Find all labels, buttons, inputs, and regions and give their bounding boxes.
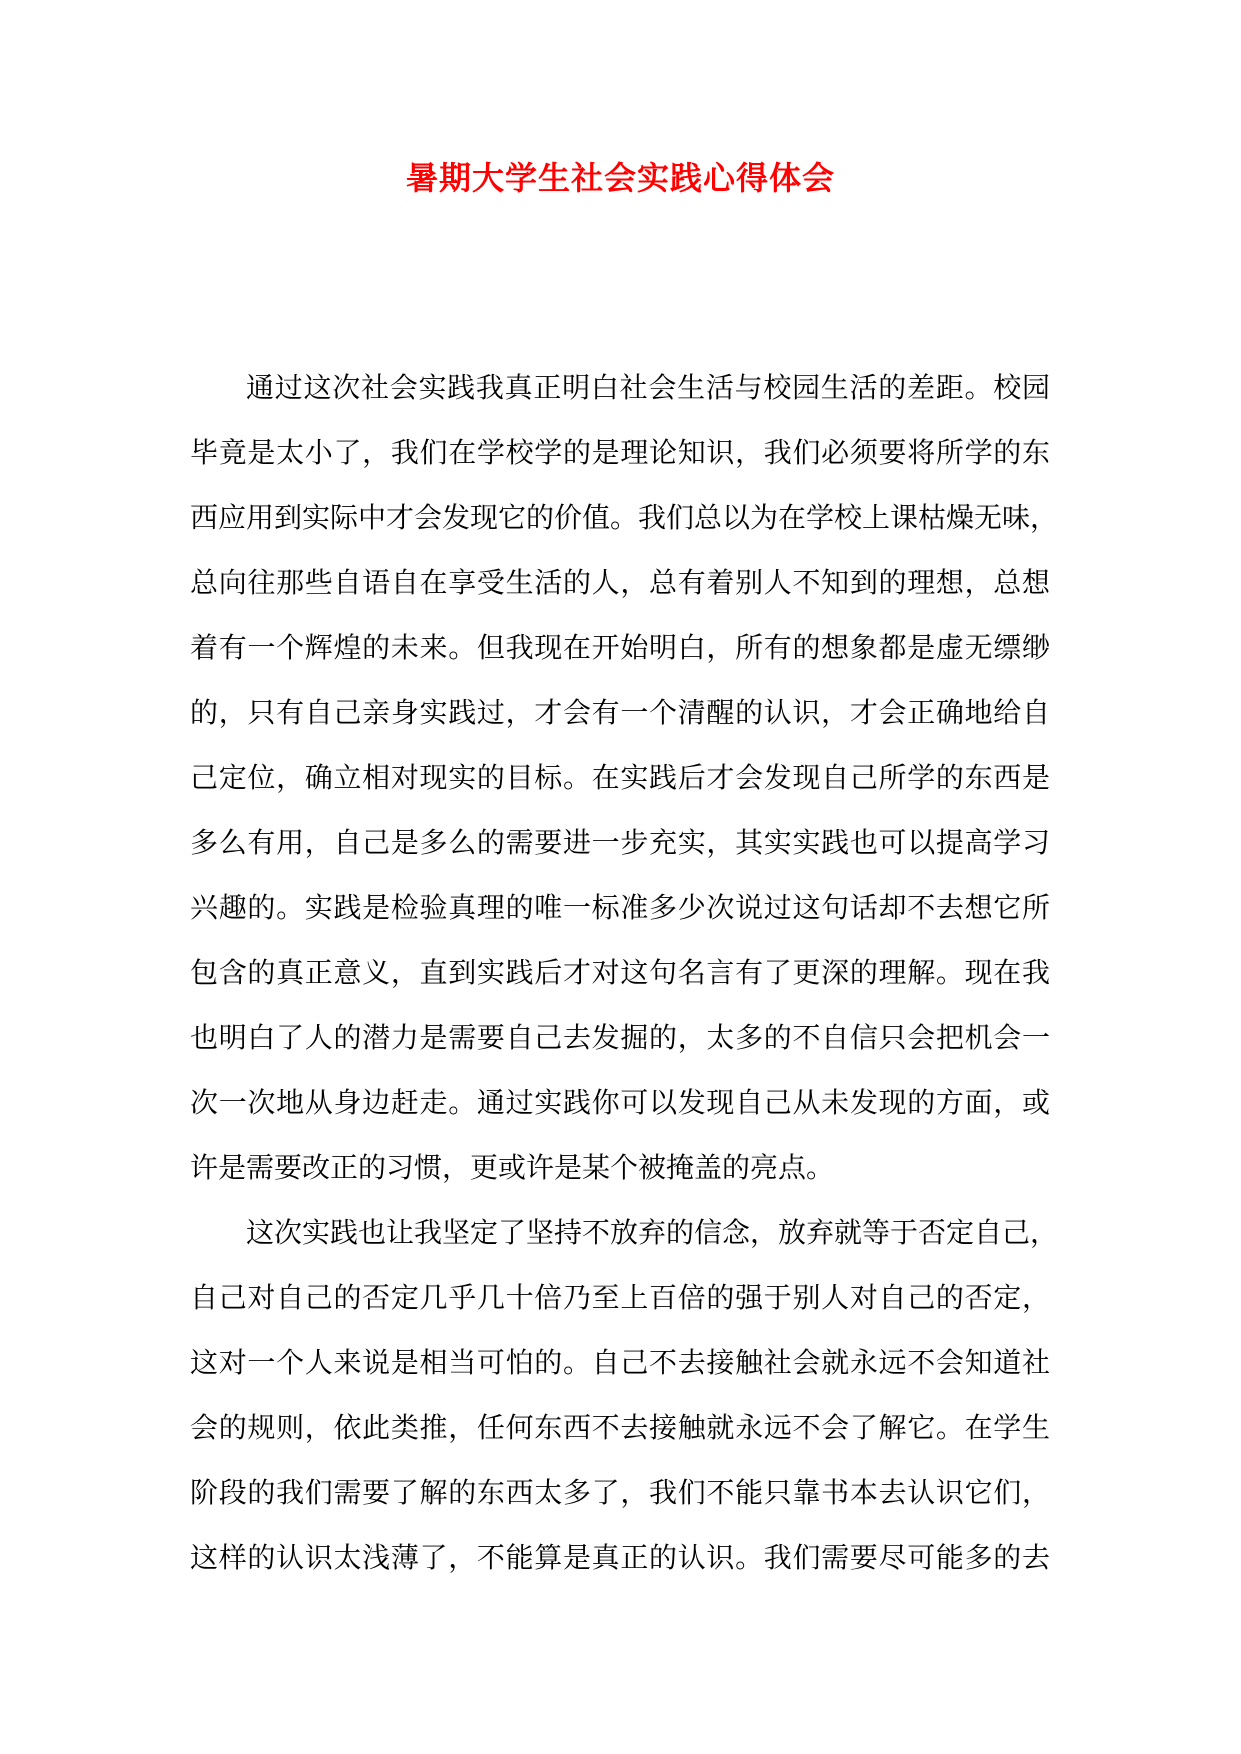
document-title: 暑期大学生社会实践心得体会 [405,159,835,197]
text-line: 兴趣的。实践是检验真理的唯一标准多少次说过这句话却不去想它所 [190,891,1050,924]
text-line: 通过这次社会实践我真正明白社会生活与校园生活的差距。校园 [246,371,1050,404]
text-line: 着有一个辉煌的未来。但我现在开始明白，所有的想象都是虚无缥缈 [190,631,1050,664]
text-line: 也明白了人的潜力是需要自己去发掘的，太多的不自信只会把机会一 [190,1021,1050,1054]
text-line: 许是需要改正的习惯，更或许是某个被掩盖的亮点。 [190,1151,835,1184]
text-line: 会的规则，依此类推，任何东西不去接触就永远不会了解它。在学生 [190,1411,1050,1444]
text-line: 这次实践也让我坚定了坚持不放弃的信念，放弃就等于否定自己， [246,1216,1059,1249]
document-body [190,355,1059,1590]
text-line: 西应用到实际中才会发现它的价值。我们总以为在学校上课枯燥无味， [190,501,1059,534]
text-line: 包含的真正意义，直到实践后才对这句名言有了更深的理解。现在我 [190,956,1050,989]
paragraph-2 [190,1200,1059,1590]
text-line: 这样的认识太浅薄了，不能算是真正的认识。我们需要尽可能多的去 [190,1541,1050,1574]
text-line: 这对一个人来说是相当可怕的。自己不去接触社会就永远不会知道社 [190,1346,1050,1379]
text-line: 多么有用，自己是多么的需要进一步充实，其实实践也可以提高学习 [190,826,1050,859]
text-line: 的，只有自己亲身实践过，才会有一个清醒的认识，才会正确地给自 [190,696,1050,729]
text-line: 毕竟是太小了，我们在学校学的是理论知识，我们必须要将所学的东 [190,436,1050,469]
text-line: 自己对自己的否定几乎几十倍乃至上百倍的强于别人对自己的否定， [190,1281,1050,1314]
text-line: 阶段的我们需要了解的东西太多了，我们不能只靠书本去认识它们， [190,1476,1050,1509]
text-line: 次一次地从身边赶走。通过实践你可以发现自己从未发现的方面，或 [190,1086,1050,1119]
text-line: 总向往那些自语自在享受生活的人，总有着别人不知到的理想，总想 [190,566,1050,599]
paragraph-1 [190,355,1059,1200]
text-line: 己定位，确立相对现实的目标。在实践后才会发现自己所学的东西是 [190,761,1050,794]
